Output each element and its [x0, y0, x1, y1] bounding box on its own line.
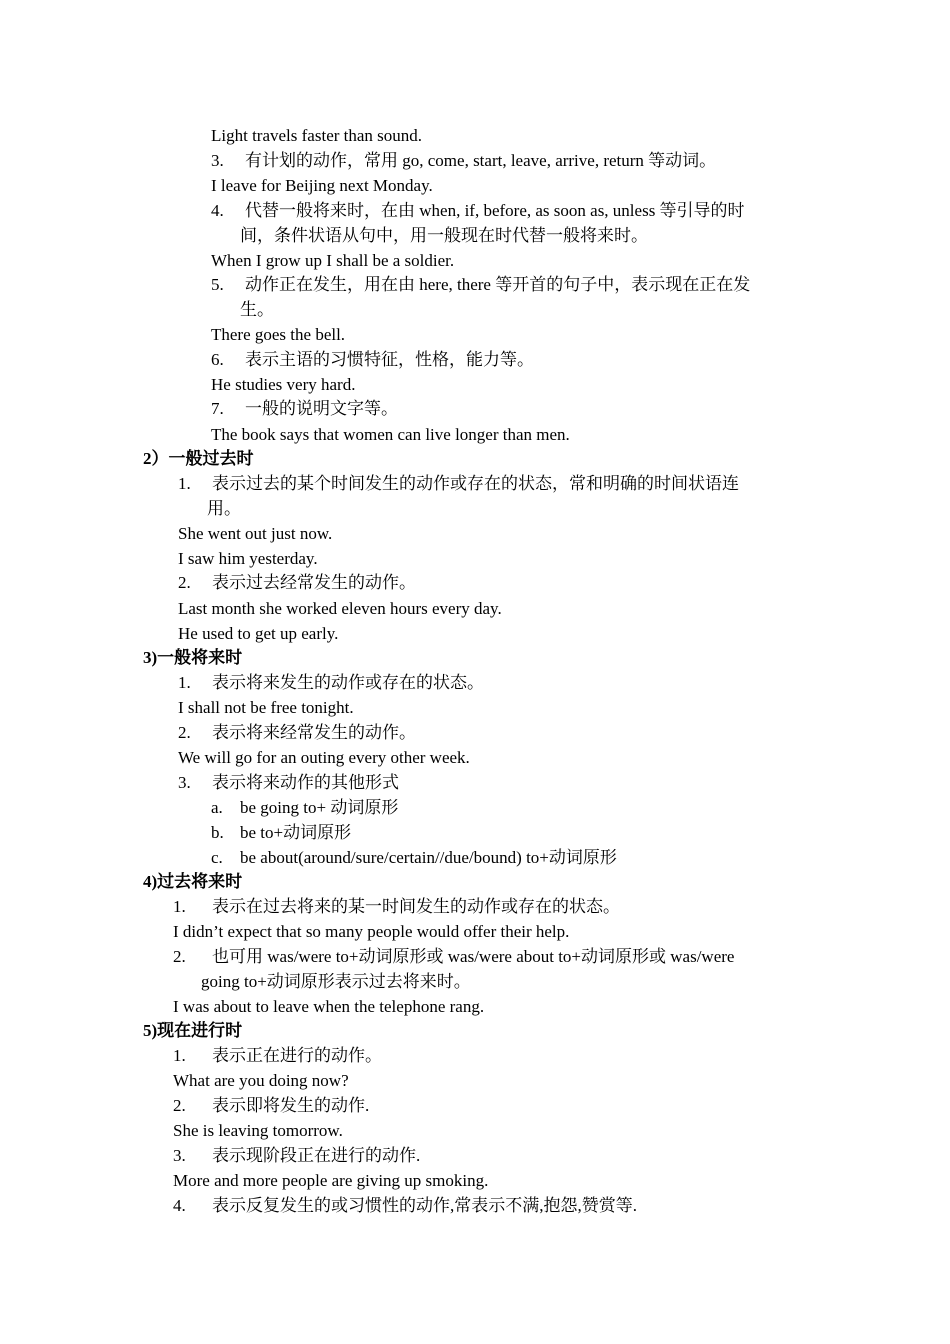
line-text: The book says that women can live longer than men.: [211, 425, 570, 444]
list-number: 2.: [173, 1096, 186, 1115]
line-text: 3)一般将来时: [143, 648, 243, 667]
list-item: [211, 397, 398, 421]
list-number: 1.: [178, 474, 191, 493]
text-line: [211, 373, 355, 397]
text-line: [178, 547, 318, 571]
text-line: [211, 323, 345, 347]
line-text: There goes the bell.: [211, 325, 346, 344]
text-line: [211, 423, 570, 447]
text-line: [211, 124, 422, 148]
list-item: [211, 846, 617, 870]
line-text: 间，条件状语从句中，用一般现在时代替一般将来时。: [240, 226, 648, 245]
line-text: 一般的说明文字等。: [245, 399, 398, 418]
line-text: I saw him yesterday.: [178, 549, 318, 568]
list-item: [173, 1094, 369, 1118]
list-item: [211, 149, 716, 173]
section-heading: [143, 646, 242, 670]
section-heading: [143, 870, 242, 894]
text-line: [201, 970, 471, 994]
list-number: c.: [211, 848, 223, 867]
text-line: [173, 1169, 488, 1193]
section-heading: [143, 447, 254, 471]
list-item: [211, 199, 745, 223]
line-text: I leave for Beijing next Monday.: [211, 176, 433, 195]
list-number: 4.: [173, 1196, 186, 1215]
list-item: [178, 721, 416, 745]
list-item: [173, 1144, 420, 1168]
list-item: [173, 1044, 382, 1068]
line-text: Last month she worked eleven hours every day.: [178, 599, 502, 618]
list-item: [211, 273, 750, 297]
list-item: [173, 895, 620, 919]
line-text: He used to get up early.: [178, 624, 339, 643]
line-text: We will go for an outing every other week.: [178, 748, 470, 767]
text-line: [240, 298, 274, 322]
line-text: 有计划的动作，常用 go, come, start, leave, arrive, return 等动词。: [245, 151, 717, 170]
list-item: [211, 348, 534, 372]
list-number: 3.: [211, 151, 224, 170]
text-line: [178, 522, 332, 546]
line-text: 表示过去的某个时间发生的动作或存在的状态，常和明确的时间状语连: [212, 474, 739, 493]
line-text: I was about to leave when the telephone rang.: [173, 997, 485, 1016]
line-text: 用。: [207, 499, 241, 518]
line-text: 表示过去经常发生的动作。: [212, 573, 416, 592]
list-item: [211, 821, 351, 845]
list-number: 2.: [178, 723, 191, 742]
line-text: I shall not be free tonight.: [178, 698, 354, 717]
list-item: [178, 472, 739, 496]
line-text: 表示在过去将来的某一时间发生的动作或存在的状态。: [212, 897, 620, 916]
line-text: 表示将来发生的动作或存在的状态。: [212, 673, 484, 692]
list-number: 2.: [178, 573, 191, 592]
line-text: 生。: [240, 300, 274, 319]
list-number: a.: [211, 798, 223, 817]
line-text: He studies very hard.: [211, 375, 356, 394]
text-line: [240, 224, 648, 248]
list-number: b.: [211, 823, 224, 842]
list-item: [173, 1194, 637, 1218]
line-text: I didn’t expect that so many people would offer their help.: [173, 922, 570, 941]
line-text: When I grow up I shall be a soldier.: [211, 251, 455, 270]
line-text: 表示将来动作的其他形式: [212, 773, 399, 792]
list-item: [211, 796, 398, 820]
text-line: [173, 1069, 349, 1093]
list-number: 5.: [211, 275, 224, 294]
list-item: [178, 771, 399, 795]
line-text: 表示将来经常发生的动作。: [212, 723, 416, 742]
text-line: [178, 597, 502, 621]
text-line: [211, 174, 433, 198]
list-item: [178, 571, 416, 595]
text-line: [178, 622, 338, 646]
line-text: 表示主语的习惯特征，性格，能力等。: [245, 350, 534, 369]
list-number: 4.: [211, 201, 224, 220]
line-text: going to+动词原形表示过去将来时。: [201, 972, 471, 991]
text-line: [207, 497, 241, 521]
line-text: She went out just now.: [178, 524, 333, 543]
line-text: 代替一般将来时，在由 when, if, before, as soon as, unless 等引导的时: [245, 201, 745, 220]
list-number: 3.: [173, 1146, 186, 1165]
list-number: 7.: [211, 399, 224, 418]
line-text: 4)过去将来时: [143, 872, 243, 891]
text-line: [178, 746, 470, 770]
text-line: [178, 696, 354, 720]
list-number: 1.: [173, 897, 186, 916]
line-text: be going to+ 动词原形: [240, 798, 399, 817]
list-number: 2.: [173, 947, 186, 966]
line-text: be to+动词原形: [240, 823, 352, 842]
text-line: [173, 1119, 343, 1143]
list-number: 6.: [211, 350, 224, 369]
list-number: 3.: [178, 773, 191, 792]
line-text: What are you doing now?: [173, 1071, 349, 1090]
text-line: [173, 920, 569, 944]
text-line: [173, 995, 484, 1019]
line-text: 表示即将发生的动作.: [212, 1096, 370, 1115]
line-text: 表示反复发生的或习惯性的动作,常表示不满,抱怨,赞赏等.: [212, 1196, 637, 1215]
line-text: 5)现在进行时: [143, 1021, 243, 1040]
section-heading: [143, 1019, 242, 1043]
line-text: 2）一般过去时: [143, 449, 254, 468]
list-number: 1.: [178, 673, 191, 692]
line-text: 动作正在发生，用在由 here, there 等开首的句子中，表示现在正在发: [245, 275, 751, 294]
list-item: [173, 945, 734, 969]
text-line: [211, 249, 454, 273]
line-text: More and more people are giving up smoking.: [173, 1171, 489, 1190]
line-text: Light travels faster than sound.: [211, 126, 423, 145]
line-text: She is leaving tomorrow.: [173, 1121, 343, 1140]
line-text: 也可用 was/were to+动词原形或 was/were about to+动词原形或 was/were: [212, 947, 735, 966]
list-number: 1.: [173, 1046, 186, 1065]
line-text: 表示正在进行的动作。: [212, 1046, 382, 1065]
line-text: 表示现阶段正在进行的动作.: [212, 1146, 421, 1165]
list-item: [178, 671, 484, 695]
line-text: be about(around/sure/certain//due/bound) to+动词原形: [240, 848, 617, 867]
